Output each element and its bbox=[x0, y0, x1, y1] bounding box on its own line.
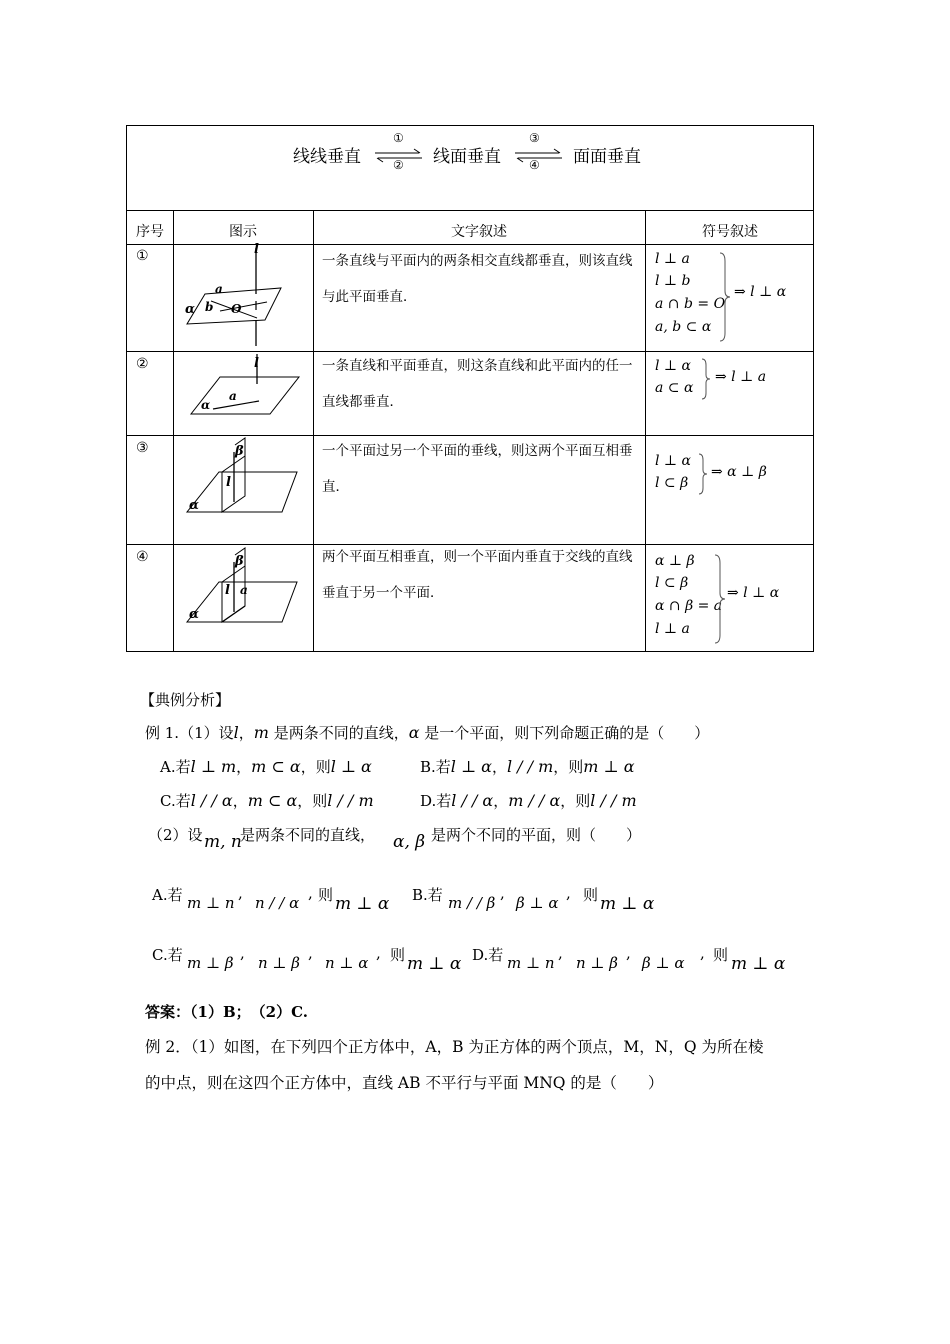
comma: , bbox=[500, 884, 505, 902]
ex1-q2-option-b-result: m ⊥ α bbox=[600, 894, 655, 914]
fig-label-a: a bbox=[240, 583, 248, 597]
ex1-q2-option-b-cond2: β ⊥ α bbox=[516, 894, 559, 912]
comma: , bbox=[308, 944, 313, 962]
comma: , bbox=[240, 944, 245, 962]
row-divider bbox=[127, 210, 813, 211]
then-label: 则 bbox=[318, 886, 334, 904]
fig-label-b: b bbox=[205, 300, 214, 314]
row-text: 一条直线与平面内的两条相交直线都垂直，则该直线与此平面垂直． bbox=[322, 253, 633, 305]
ex1-question-1: 例 1.（1）设l，m 是两条不同的直线，α 是一个平面，则下列命题正确的是（ ） bbox=[145, 723, 710, 742]
figure-perp-line-any-line bbox=[177, 352, 311, 434]
ex1-q2-option-d-cond3: β ⊥ α bbox=[642, 954, 685, 972]
symbol-result: ⇒ l ⊥ α bbox=[727, 585, 780, 601]
comma: , bbox=[308, 884, 313, 902]
row-text: 一条直线和平面垂直，则这条直线和此平面内的任一直线都垂直． bbox=[322, 358, 633, 410]
symbol-result: ⇒ α ⊥ β bbox=[711, 464, 767, 480]
fig-label-a: a bbox=[229, 389, 237, 403]
comma: , bbox=[558, 944, 563, 962]
ex1-q2-option-d-cond2: n ⊥ β bbox=[576, 954, 618, 972]
figure-plane-perp-property bbox=[177, 546, 311, 652]
ex1-q2-option-d-label: D.若 bbox=[472, 946, 504, 964]
ex1-q2-option-c-cond1: m ⊥ β bbox=[187, 954, 234, 972]
ex1-q2-option-c-cond2: n ⊥ β bbox=[258, 954, 300, 972]
figure-plane-plane-perp bbox=[177, 436, 311, 542]
fig-label-l: l bbox=[225, 583, 230, 598]
chain-term-line-line: 线线垂直 bbox=[293, 147, 361, 167]
ex1-q2-option-c-cond3: n ⊥ α bbox=[325, 954, 369, 972]
fig-label-l: l bbox=[254, 242, 259, 257]
comma: , bbox=[626, 944, 631, 962]
comma: , bbox=[238, 884, 243, 902]
fig-label-l: l bbox=[226, 475, 231, 490]
chain-term-plane-plane: 面面垂直 bbox=[573, 147, 641, 167]
then-label: 则 bbox=[390, 946, 406, 964]
comma: , bbox=[700, 944, 705, 962]
brace bbox=[700, 357, 712, 401]
ex1-option-a: A.若l ⊥ m，m ⊂ α，则l ⊥ α bbox=[160, 757, 372, 776]
header-index: 序号 bbox=[136, 224, 164, 240]
row-num: ④ bbox=[136, 549, 149, 565]
header-text: 文字叙述 bbox=[451, 224, 507, 240]
then-label: 则 bbox=[583, 886, 599, 904]
ex1-q2-option-a-cond2: n / / α bbox=[255, 894, 300, 912]
fig-label-alpha: α bbox=[201, 398, 211, 412]
theorem-table: 线线垂直 线面垂直 面面垂直 ① ② ③ ④ 序号 图示 文字叙述 符号叙述 ① l a b O α 一条直线与平面内的两条相交直线都垂直，则该直线与此平面垂直． l ⊥ a l ⊥ b a ∩ b = O a, b ⊂ α ⇒ l ⊥ α ② l a α 一条直线和平面垂直，则这条直线和此平面内的任一直线都垂直． l ⊥ α a ⊂ α ⇒ l ⊥ a ③ β l α 一个平面过另一个平面的垂线，则这两个平面互相垂直． l ⊥ α l ⊂ β ⇒ α ⊥ β ④ β l a α 两个平面互相垂直，则一个平面内垂直于交线的直线垂直于另一个平面． α ⊥ β l ⊂ β α ∩ β = a l ⊥ a ⇒ l ⊥ α bbox=[126, 125, 814, 652]
row-num: ② bbox=[136, 356, 149, 372]
ex1-question-2-m1: m, n bbox=[204, 832, 242, 852]
arrow-label-4: ④ bbox=[529, 158, 540, 172]
symbol-result: ⇒ l ⊥ α bbox=[734, 284, 787, 300]
row-num: ③ bbox=[136, 440, 149, 456]
ex1-option-d: D.若l / / α，m / / α，则l / / m bbox=[420, 791, 637, 810]
fig-label-a: a bbox=[215, 282, 223, 296]
fig-label-alpha: α bbox=[185, 302, 196, 317]
comma: , bbox=[566, 884, 571, 902]
comma: , bbox=[376, 944, 381, 962]
figure-line-plane-perp bbox=[177, 246, 311, 350]
ex1-q2-option-b-label: B.若 bbox=[412, 886, 443, 904]
arrow-label-1: ① bbox=[393, 131, 404, 145]
fig-label-beta: β bbox=[235, 554, 244, 569]
ex1-q2-option-c-result: m ⊥ α bbox=[407, 954, 462, 974]
ex1-q2-option-a-cond1: m ⊥ n bbox=[187, 894, 235, 912]
ex1-question-2-p3: 是两个不同的平面，则（ ） bbox=[431, 826, 642, 844]
symbol-result: ⇒ l ⊥ a bbox=[715, 369, 767, 385]
ex1-question-2-m2: α, β bbox=[393, 832, 426, 852]
ex1-q2-option-d-cond1: m ⊥ n bbox=[507, 954, 555, 972]
header-figure: 图示 bbox=[229, 224, 257, 240]
ex1-q2-option-a-label: A.若 bbox=[152, 886, 183, 904]
col-divider bbox=[645, 210, 646, 651]
fig-label-alpha: α bbox=[189, 607, 200, 622]
col-divider bbox=[173, 210, 174, 651]
row-num: ① bbox=[136, 248, 149, 264]
ex2-line-1: 例 2．（1）如图，在下列四个正方体中，A，B 为正方体的两个顶点，M，N，Q 为所在棱 bbox=[145, 1038, 764, 1056]
chain-term-line-plane: 线面垂直 bbox=[433, 147, 501, 167]
brace bbox=[718, 251, 732, 343]
then-label: 则 bbox=[713, 946, 729, 964]
fig-label-beta: β bbox=[235, 444, 244, 459]
section-title: 【典例分析】 bbox=[140, 691, 231, 709]
answer-line: 答案：（1）B； （2）C. bbox=[145, 1003, 308, 1021]
header-symbol: 符号叙述 bbox=[702, 224, 758, 240]
row-text: 两个平面互相垂直，则一个平面内垂直于交线的直线垂直于另一个平面． bbox=[322, 549, 633, 601]
ex1-q2-option-d-result: m ⊥ α bbox=[731, 954, 786, 974]
fig-label-l: l bbox=[254, 356, 259, 371]
arrow-label-2: ② bbox=[393, 158, 404, 172]
ex1-q2-option-b-cond1: m / / β bbox=[448, 894, 496, 912]
ex1-q2-option-c-label: C.若 bbox=[152, 946, 183, 964]
col-divider bbox=[313, 210, 314, 651]
arrow-label-3: ③ bbox=[529, 131, 540, 145]
brace bbox=[697, 452, 709, 496]
fig-label-alpha: α bbox=[189, 498, 200, 513]
ex1-option-c: C.若l / / α，m ⊂ α，则l / / m bbox=[160, 791, 374, 810]
ex1-option-b: B.若l ⊥ α，l / / m，则m ⊥ α bbox=[420, 757, 635, 776]
ex1-question-2-p2: 是两条不同的直线， bbox=[240, 826, 376, 844]
ex1-q2-option-a-result: m ⊥ α bbox=[335, 894, 390, 914]
ex1-question-2-p1: （2）设 bbox=[148, 826, 203, 844]
ex2-line-2: 的中点，则在这四个正方体中，直线 AB 不平行与平面 MNQ 的是（ ） bbox=[145, 1074, 664, 1092]
row-text: 一个平面过另一个平面的垂线，则这两个平面互相垂直． bbox=[322, 443, 633, 495]
brace bbox=[713, 553, 727, 645]
fig-label-o: O bbox=[231, 302, 242, 316]
